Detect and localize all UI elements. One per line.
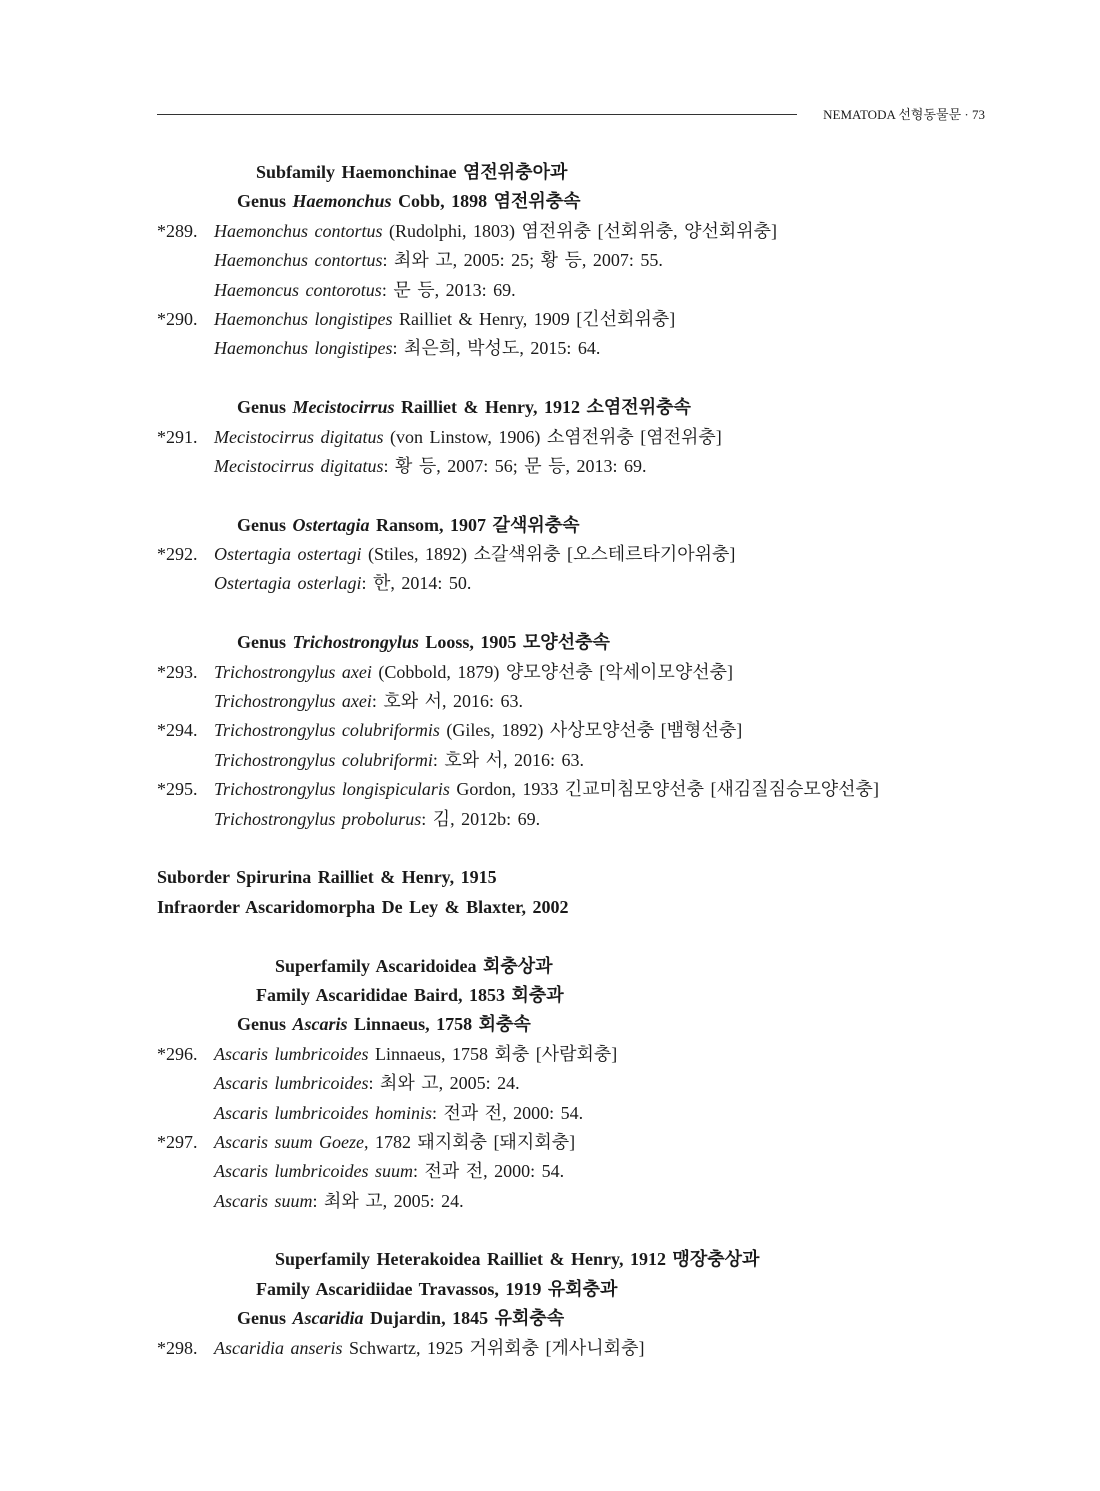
genus-heading: Genus Trichostrongylus Looss, 1905 모양선충속 [237, 632, 610, 653]
genus-heading: Genus Mecistocirrus Railliet & Henry, 1912 소염전위충속 [237, 397, 691, 418]
infraorder-heading: Infraorder Ascaridomorpha De Ley & Blaxter, 2002 [157, 896, 569, 917]
species-entry: *293. Trichostrongylus axei (Cobbold, 1879) 양모양선충 [악세이모양선충] [157, 661, 733, 682]
genus-heading: Genus Ascaridia Dujardin, 1845 유회충속 [237, 1308, 565, 1329]
citation: Ascaris lumbricoides suum: 전과 전, 2000: 54. [214, 1161, 565, 1182]
citation: Ostertagia osterlagi: 한, 2014: 50. [214, 573, 472, 594]
citation: Mecistocirrus digitatus: 황 등, 2007: 56; 문 등, 2013: 69. [214, 455, 647, 476]
species-entry: *297. Ascaris suum Goeze, 1782 돼지회충 [돼지회충] [157, 1131, 576, 1152]
genus-heading: Genus Haemonchus Cobb, 1898 염전위충속 [237, 191, 581, 212]
running-head [157, 106, 985, 126]
citation: Ascaris lumbricoides hominis: 전과 전, 2000: 54. [214, 1102, 584, 1123]
species-entry: *296. Ascaris lumbricoides Linnaeus, 1758 회충 [사람회충] [157, 1043, 618, 1064]
family-heading: Family Ascarididae Baird, 1853 회충과 [256, 984, 564, 1005]
species-entry: *290. Haemonchus longistipes Railliet & Henry, 1909 [긴선회위충] [157, 308, 676, 329]
species-entry: *291. Mecistocirrus digitatus (von Linstow, 1906) 소염전위충 [염전위충] [157, 426, 722, 447]
genus-heading: Genus Ascaris Linnaeus, 1758 회충속 [237, 1014, 531, 1035]
family-heading: Family Ascaridiidae Travassos, 1919 유회충과 [256, 1278, 618, 1299]
species-entry: *289. Haemonchus contortus (Rudolphi, 1803) 염전위충 [선회위충, 양선회위충] [157, 220, 778, 241]
citation: Haemoncus contorotus: 문 등, 2013: 69. [214, 279, 516, 300]
superfamily-heading: Superfamily Ascaridoidea 회충상과 [275, 955, 553, 976]
subfamily-heading: Subfamily Haemonchinae 염전위충아과 [256, 162, 568, 182]
citation: Haemonchus longistipes: 최은희, 박성도, 2015: 64. [214, 338, 601, 359]
species-entry: *294. Trichostrongylus colubriformis (Giles, 1892) 사상모양선충 [뱀형선충] [157, 720, 743, 741]
header-rule [157, 114, 797, 115]
running-head-text: NEMATODA 선형동물문 · 73 [823, 107, 985, 122]
suborder-heading: Suborder Spirurina Railliet & Henry, 1915 [157, 867, 497, 888]
citation: Trichostrongylus axei: 호와 서, 2016: 63. [214, 691, 524, 712]
citation: Trichostrongylus probolurus: 김, 2012b: 69. [214, 808, 541, 829]
page-content [157, 158, 987, 1363]
superfamily-heading: Superfamily Heterakoidea Railliet & Henry, 1912 맹장충상과 [275, 1249, 760, 1270]
genus-heading: Genus Ostertagia Ransom, 1907 갈색위충속 [237, 514, 580, 535]
citation: Ascaris lumbricoides: 최와 고, 2005: 24. [214, 1073, 520, 1094]
species-entry: *295. Trichostrongylus longispicularis Gordon, 1933 긴교미침모양선충 [새김질짐승모양선충] [157, 779, 879, 800]
citation: Trichostrongylus colubriformi: 호와 서, 2016: 63. [214, 749, 585, 770]
citation: Haemonchus contortus: 최와 고, 2005: 25; 황 등, 2007: 55. [214, 250, 663, 271]
species-entry: *292. Ostertagia ostertagi (Stiles, 1892) 소갈색위충 [오스테르타기아위충] [157, 544, 736, 565]
citation: Ascaris suum: 최와 고, 2005: 24. [214, 1190, 464, 1211]
species-entry: *298. Ascaridia anseris Schwartz, 1925 거위회충 [게사니회충] [157, 1337, 645, 1358]
